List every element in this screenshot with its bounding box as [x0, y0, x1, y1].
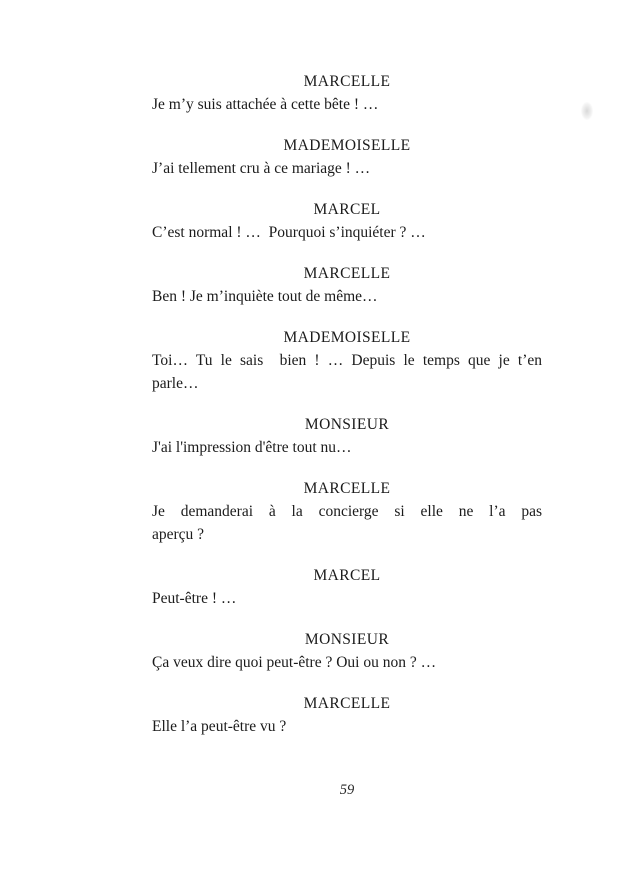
script-block [152, 477, 542, 546]
speaker-name: MADEMOISELLE [283, 329, 411, 346]
speech-line: J'ai l'impression d'être tout nu… [152, 439, 352, 456]
scan-artifact [581, 102, 593, 120]
script-block [152, 198, 542, 244]
script-block [152, 70, 542, 116]
script-block [152, 564, 542, 610]
speaker-name: MARCELLE [303, 695, 391, 712]
speaker-name: MONSIEUR [304, 416, 390, 433]
speaker-name: MADEMOISELLE [283, 137, 411, 154]
script-block [152, 134, 542, 180]
speech-line: Toi… Tu le sais bien ! … Depuis le temps que je t’en [152, 352, 542, 369]
speaker-name: MONSIEUR [304, 631, 390, 648]
speech-line: Peut-être ! … [152, 590, 237, 607]
speech-line: Ça veux dire quoi peut-être ? Oui ou non ? … [152, 654, 437, 671]
speaker-name: MARCELLE [303, 73, 391, 90]
speech-line: C’est normal ! … Pourquoi s’inquiéter ? … [152, 224, 426, 241]
script-blocks [152, 70, 542, 756]
script-block [152, 413, 542, 459]
speaker-name: MARCELLE [303, 480, 391, 497]
speech-line: parle… [152, 375, 199, 392]
speech-line: Je demanderai à la concierge si elle ne l’a pas [152, 503, 542, 520]
speaker-name: MARCEL [313, 201, 381, 218]
speech-line: Je m’y suis attachée à cette bête ! … [152, 96, 379, 113]
script-block [152, 628, 542, 674]
script-block [152, 262, 542, 308]
speech-line: Ben ! Je m’inquiète tout de même… [152, 288, 378, 305]
page-number: 59 [339, 782, 355, 798]
speaker-name: MARCEL [313, 567, 381, 584]
speaker-name: MARCELLE [303, 265, 391, 282]
script-block [152, 326, 542, 395]
speech-line: J’ai tellement cru à ce mariage ! … [152, 160, 371, 177]
script-block [152, 692, 542, 738]
speech-line: Elle l’a peut-être vu ? [152, 718, 287, 735]
speech-line: aperçu ? [152, 526, 205, 543]
